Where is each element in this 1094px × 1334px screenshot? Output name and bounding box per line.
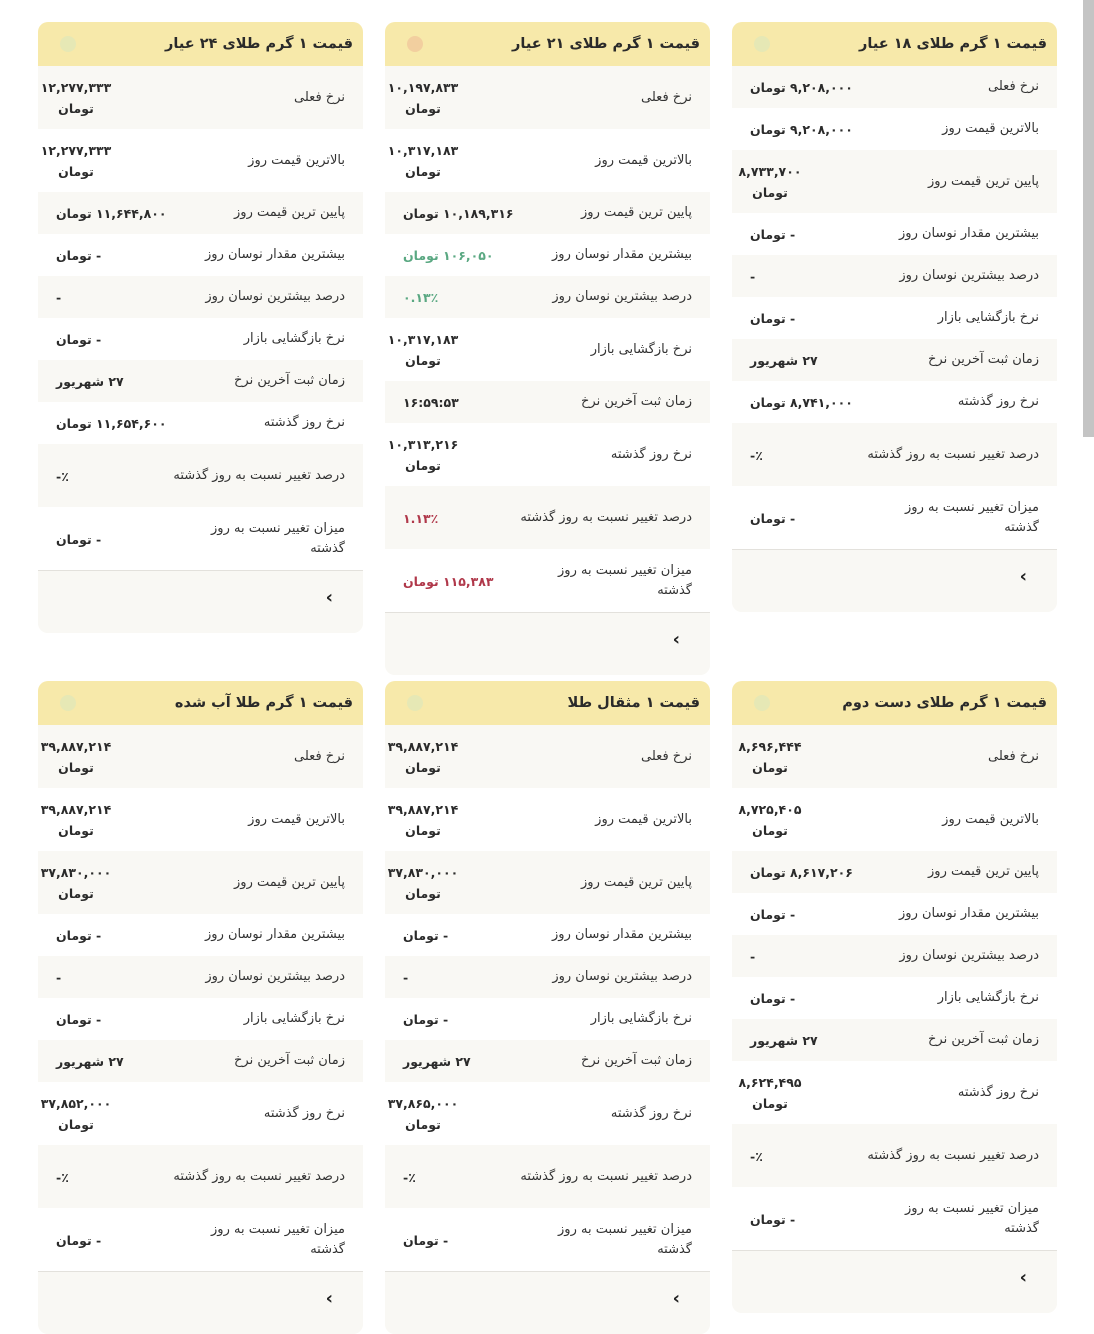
status-dot-icon [60, 695, 76, 711]
row-last-update-time [38, 360, 363, 402]
card-melted-gold [38, 681, 363, 1334]
status-dot-icon [754, 695, 770, 711]
value-unit: تومان [405, 100, 441, 116]
row-label: میزان تغییر نسبت به روز گذشته [558, 562, 692, 598]
row-label: زمان ثبت آخرین نرخ [234, 1053, 345, 1068]
value-text: - [750, 269, 756, 284]
card-title: قیمت ۱ گرم طلا آب شده [174, 695, 353, 711]
row-label: درصد بیشترین نوسان روز [205, 289, 345, 304]
row-label: درصد بیشترین نوسان روز [552, 289, 692, 304]
row-label: میزان تغییر نسبت به روز گذشته [558, 1221, 692, 1257]
value-number: ۱۲,۲۷۷,۳۳۳ [40, 79, 112, 95]
value-unit: تومان [58, 885, 94, 901]
value-text: - تومان [750, 510, 796, 526]
row-label: زمان ثبت آخرین نرخ [234, 373, 345, 388]
row-label: بالاترین قیمت روز [595, 152, 692, 168]
row-day-high [38, 788, 363, 851]
row-label: درصد تغییر نسبت به روز گذشته [520, 509, 692, 525]
value-text: ۹,۲۰۸,۰۰۰ تومان [750, 80, 853, 95]
row-last-update-time [38, 1040, 363, 1082]
row-label: زمان ثبت آخرین نرخ [581, 394, 692, 409]
status-dot-icon [407, 36, 423, 52]
row-max-fluctuation [732, 213, 1057, 255]
row-day-low [38, 851, 363, 914]
value-number: ۳۹,۸۸۷,۲۱۴ [40, 801, 112, 817]
value-number: ۳۷,۸۵۲,۰۰۰ [40, 1095, 112, 1111]
price-rows [38, 66, 363, 570]
row-yesterday-rate [732, 381, 1057, 423]
value-text: ۱۰,۱۸۹,۳۱۶ تومان [403, 206, 514, 221]
row-label: نرخ بازگشایی بازار [937, 990, 1039, 1005]
value-text: ۲۷ شهریور [56, 374, 124, 389]
value-number: ۱۰,۳۱۷,۱۸۳ [387, 142, 459, 158]
chevron-left-icon[interactable]: ‹ [1019, 1267, 1027, 1288]
value-text: ۱۰۶,۰۵۰ تومان [403, 248, 494, 263]
value-unit: تومان [405, 1116, 441, 1132]
chevron-left-icon[interactable]: ‹ [1019, 566, 1027, 587]
card-footer [385, 1271, 710, 1334]
row-change-percent [732, 423, 1057, 486]
card-title: قیمت ۱ گرم طلای ۲۴ عیار [165, 36, 353, 52]
value-text: - تومان [750, 907, 796, 922]
value-text: - تومان [750, 227, 796, 242]
page-scrollbar[interactable] [1083, 0, 1094, 437]
value-number: ۱۰,۳۱۳,۲۱۶ [387, 436, 459, 452]
row-last-update-time [385, 381, 710, 423]
row-last-update-time [732, 339, 1057, 381]
value-text: ۸,۶۱۷,۲۰۶ تومان [750, 865, 853, 880]
row-yesterday-rate [38, 1082, 363, 1145]
row-label: نرخ روز گذشته [957, 394, 1039, 409]
card-second-hand-gold [732, 681, 1057, 1313]
value-number: ۸,۶۹۶,۴۴۴ [738, 738, 802, 754]
value-text: - [56, 970, 62, 985]
row-current-rate [385, 66, 710, 129]
value-text: ۱۶:۵۹:۵۳ [403, 395, 459, 410]
value-text: ۱.۱۳٪ [403, 510, 439, 526]
value-text: - تومان [403, 1012, 449, 1027]
row-change-percent [385, 1145, 710, 1208]
value-text: ۲۷ شهریور [56, 1054, 124, 1069]
status-dot-icon [407, 695, 423, 711]
row-day-high [385, 788, 710, 851]
card-header [732, 22, 1057, 66]
value-text: ۱۱۵,۳۸۳ تومان [403, 573, 494, 589]
row-change-amount [38, 507, 363, 570]
value-unit: تومان [405, 759, 441, 775]
row-label: زمان ثبت آخرین نرخ [928, 352, 1039, 367]
row-label: میزان تغییر نسبت به روز گذشته [211, 520, 345, 556]
row-label: بالاترین قیمت روز [248, 811, 345, 827]
row-label: درصد تغییر نسبت به روز گذشته [867, 1147, 1039, 1163]
row-change-percent [385, 486, 710, 549]
row-label: بیشترین مقدار نوسان روز [205, 927, 345, 942]
value-unit: تومان [752, 1095, 788, 1111]
row-label: زمان ثبت آخرین نرخ [581, 1053, 692, 1068]
row-label: بیشترین مقدار نوسان روز [552, 247, 692, 262]
row-label: پایین ترین قیمت روز [234, 874, 345, 890]
value-number: ۸,۷۳۳,۷۰۰ [738, 163, 802, 179]
row-label: نرخ روز گذشته [263, 1105, 345, 1121]
row-yesterday-rate [38, 402, 363, 444]
row-market-open-rate [732, 977, 1057, 1019]
row-max-fluctuation [38, 914, 363, 956]
value-number: ۱۰,۱۹۷,۸۳۳ [387, 79, 459, 95]
value-text: ۹,۲۰۸,۰۰۰ تومان [750, 122, 853, 137]
row-label: بالاترین قیمت روز [248, 152, 345, 168]
row-label: نرخ فعلی [988, 79, 1039, 94]
chevron-left-icon[interactable]: ‹ [672, 629, 680, 650]
card-18-karat [732, 22, 1057, 612]
row-label: بیشترین مقدار نوسان روز [205, 247, 345, 262]
row-day-high [732, 108, 1057, 150]
card-title: قیمت ۱ گرم طلای ۲۱ عیار [512, 36, 700, 52]
row-day-low [38, 192, 363, 234]
row-label: بالاترین قیمت روز [942, 811, 1039, 827]
value-number: ۱۲,۲۷۷,۳۳۳ [40, 142, 112, 158]
row-label: نرخ روز گذشته [957, 1084, 1039, 1100]
card-header [732, 681, 1057, 725]
row-label: پایین ترین قیمت روز [928, 864, 1039, 879]
row-label: میزان تغییر نسبت به روز گذشته [905, 499, 1039, 535]
row-day-high [385, 129, 710, 192]
row-market-open-rate [38, 318, 363, 360]
status-dot-icon [60, 36, 76, 52]
value-unit: تومان [58, 822, 94, 838]
chevron-left-icon[interactable]: ‹ [325, 587, 333, 608]
row-change-percent [38, 444, 363, 507]
row-day-low [385, 192, 710, 234]
row-day-high [38, 129, 363, 192]
row-max-fluctuation-percent [385, 956, 710, 998]
row-change-percent [38, 1145, 363, 1208]
row-label: بیشترین مقدار نوسان روز [552, 927, 692, 942]
row-max-fluctuation-percent [732, 935, 1057, 977]
row-label: بالاترین قیمت روز [942, 121, 1039, 136]
price-rows [385, 725, 710, 1271]
card-footer [732, 549, 1057, 612]
value-text: ۱۱,۶۵۴,۶۰۰ تومان [56, 416, 167, 431]
row-label: پایین ترین قیمت روز [581, 205, 692, 220]
row-label: پایین ترین قیمت روز [581, 874, 692, 890]
row-current-rate [385, 725, 710, 788]
value-text: - تومان [56, 332, 102, 347]
row-label: نرخ روز گذشته [610, 1105, 692, 1121]
value-number: ۳۹,۸۸۷,۲۱۴ [387, 801, 459, 817]
row-label: درصد تغییر نسبت به روز گذشته [867, 446, 1039, 462]
row-current-rate [38, 66, 363, 129]
row-market-open-rate [732, 297, 1057, 339]
row-label: زمان ثبت آخرین نرخ [928, 1032, 1039, 1047]
row-max-fluctuation-percent [732, 255, 1057, 297]
value-text: - تومان [56, 248, 102, 263]
price-rows [385, 66, 710, 612]
value-number: ۳۹,۸۸۷,۲۱۴ [40, 738, 112, 754]
row-label: نرخ بازگشایی بازار [590, 1011, 692, 1026]
value-unit: تومان [405, 352, 441, 368]
value-text: ۲۷ شهریور [750, 353, 818, 368]
value-number: ۸,۷۲۵,۴۰۵ [738, 801, 802, 817]
row-change-amount [385, 549, 710, 612]
card-title: قیمت ۱ مثقال طلا [567, 695, 700, 711]
card-footer [38, 1271, 363, 1334]
price-rows [732, 725, 1057, 1250]
row-label: درصد تغییر نسبت به روز گذشته [173, 1168, 345, 1184]
row-max-fluctuation-percent [38, 956, 363, 998]
value-text: - تومان [750, 1211, 796, 1227]
row-market-open-rate [385, 318, 710, 381]
row-label: نرخ روز گذشته [610, 446, 692, 462]
value-number: ۳۹,۸۸۷,۲۱۴ [387, 738, 459, 754]
row-label: نرخ فعلی [641, 748, 692, 764]
row-label: پایین ترین قیمت روز [234, 205, 345, 220]
row-change-amount [732, 1187, 1057, 1250]
row-market-open-rate [38, 998, 363, 1040]
row-label: نرخ فعلی [294, 89, 345, 105]
card-footer [385, 612, 710, 675]
row-label: درصد بیشترین نوسان روز [899, 268, 1039, 283]
card-21-karat [385, 22, 710, 675]
price-rows [732, 66, 1057, 549]
row-change-percent [732, 1124, 1057, 1187]
row-label: بیشترین مقدار نوسان روز [899, 906, 1039, 921]
value-text: ٪- [403, 1169, 416, 1185]
row-label: بیشترین مقدار نوسان روز [899, 226, 1039, 241]
row-day-high [732, 788, 1057, 851]
row-change-amount [732, 486, 1057, 549]
row-label: میزان تغییر نسبت به روز گذشته [211, 1221, 345, 1257]
value-unit: تومان [58, 100, 94, 116]
row-label: نرخ بازگشایی بازار [243, 331, 345, 346]
row-current-rate [38, 725, 363, 788]
card-header [385, 22, 710, 66]
value-text: - تومان [403, 928, 449, 943]
row-yesterday-rate [732, 1061, 1057, 1124]
chevron-left-icon[interactable]: ‹ [672, 1288, 680, 1309]
row-label: بالاترین قیمت روز [595, 811, 692, 827]
value-unit: تومان [405, 885, 441, 901]
row-label: نرخ روز گذشته [263, 415, 345, 430]
row-label: درصد بیشترین نوسان روز [205, 969, 345, 984]
row-max-fluctuation [385, 234, 710, 276]
value-text: ۲۷ شهریور [750, 1033, 818, 1048]
value-unit: تومان [58, 759, 94, 775]
row-label: نرخ فعلی [641, 89, 692, 105]
row-max-fluctuation [38, 234, 363, 276]
row-label: نرخ بازگشایی بازار [590, 341, 692, 357]
value-text: - [403, 970, 409, 985]
row-day-low [385, 851, 710, 914]
row-label: درصد بیشترین نوسان روز [899, 948, 1039, 963]
status-dot-icon [754, 36, 770, 52]
value-unit: تومان [752, 759, 788, 775]
value-text: - تومان [56, 1012, 102, 1027]
value-text: ۸,۷۴۱,۰۰۰ تومان [750, 395, 853, 410]
value-text: - تومان [403, 1232, 449, 1248]
value-text: - تومان [56, 531, 102, 547]
value-text: ۰.۱۳٪ [403, 290, 439, 305]
row-last-update-time [732, 1019, 1057, 1061]
value-unit: تومان [405, 163, 441, 179]
row-day-low [732, 150, 1057, 213]
value-unit: تومان [58, 1116, 94, 1132]
row-label: نرخ فعلی [988, 748, 1039, 764]
card-title: قیمت ۱ گرم طلای ۱۸ عیار [859, 36, 1047, 52]
row-label: درصد تغییر نسبت به روز گذشته [520, 1168, 692, 1184]
row-label: نرخ بازگشایی بازار [243, 1011, 345, 1026]
card-header [38, 681, 363, 725]
value-unit: تومان [58, 163, 94, 179]
row-current-rate [732, 66, 1057, 108]
value-unit: تومان [752, 184, 788, 200]
value-text: ۲۷ شهریور [403, 1054, 471, 1069]
value-text: ۱۱,۶۴۴,۸۰۰ تومان [56, 206, 167, 221]
row-label: درصد بیشترین نوسان روز [552, 969, 692, 984]
value-text: - [56, 290, 62, 305]
value-text: - تومان [750, 991, 796, 1006]
row-current-rate [732, 725, 1057, 788]
value-number: ۱۰,۳۱۷,۱۸۳ [387, 331, 459, 347]
row-day-low [732, 851, 1057, 893]
row-max-fluctuation [385, 914, 710, 956]
card-header [38, 22, 363, 66]
value-number: ۳۷,۸۶۵,۰۰۰ [387, 1095, 459, 1111]
value-text: ٪- [56, 1169, 69, 1185]
row-label: نرخ فعلی [294, 748, 345, 764]
row-last-update-time [385, 1040, 710, 1082]
card-footer [38, 570, 363, 633]
card-title: قیمت ۱ گرم طلای دست دوم [842, 695, 1047, 711]
row-yesterday-rate [385, 423, 710, 486]
row-max-fluctuation [732, 893, 1057, 935]
value-number: ۸,۶۲۴,۴۹۵ [738, 1074, 802, 1090]
row-max-fluctuation-percent [385, 276, 710, 318]
value-unit: تومان [752, 822, 788, 838]
value-text: - تومان [56, 928, 102, 943]
row-market-open-rate [385, 998, 710, 1040]
value-text: ٪- [750, 1148, 763, 1164]
card-mithqal-gold [385, 681, 710, 1334]
row-label: نرخ بازگشایی بازار [937, 310, 1039, 325]
row-change-amount [38, 1208, 363, 1271]
row-label: درصد تغییر نسبت به روز گذشته [173, 467, 345, 483]
row-label: پایین ترین قیمت روز [928, 173, 1039, 189]
row-change-amount [385, 1208, 710, 1271]
value-unit: تومان [405, 457, 441, 473]
value-unit: تومان [405, 822, 441, 838]
value-text: ٪- [750, 447, 763, 463]
value-text: ٪- [56, 468, 69, 484]
value-number: ۳۷,۸۳۰,۰۰۰ [40, 864, 112, 880]
value-number: ۳۷,۸۳۰,۰۰۰ [387, 864, 459, 880]
price-rows [38, 725, 363, 1271]
value-text: - تومان [750, 311, 796, 326]
card-footer [732, 1250, 1057, 1313]
chevron-left-icon[interactable]: ‹ [325, 1288, 333, 1309]
row-yesterday-rate [385, 1082, 710, 1145]
card-24-karat [38, 22, 363, 633]
value-text: - [750, 949, 756, 964]
row-label: میزان تغییر نسبت به روز گذشته [905, 1200, 1039, 1236]
value-text: - تومان [56, 1232, 102, 1248]
row-max-fluctuation-percent [38, 276, 363, 318]
card-header [385, 681, 710, 725]
